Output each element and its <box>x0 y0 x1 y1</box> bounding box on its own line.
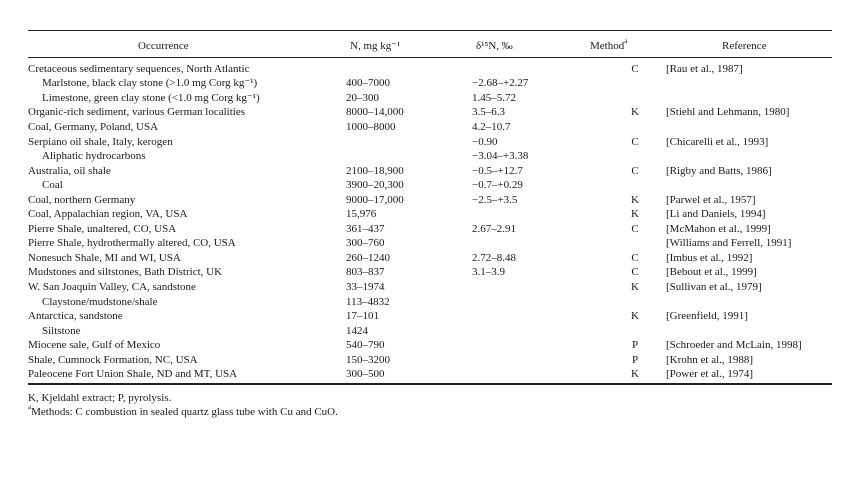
delta15n-cell-text: −3.04–+3.38 <box>472 150 529 163</box>
bottom-rule <box>28 383 832 385</box>
footnote-methods-text: Methods: C combustion in sealed quartz glass tube with Cu and CuO. <box>31 406 338 418</box>
delta15n-cell <box>472 62 604 77</box>
nitrogen-cell-text: 15,976 <box>346 208 377 221</box>
reference-cell <box>666 135 832 150</box>
table-row <box>28 62 832 77</box>
occurrence-cell <box>28 62 346 77</box>
nitrogen-cell <box>346 338 472 353</box>
occurrence-cell <box>28 309 346 324</box>
reference-cell <box>666 164 832 179</box>
delta15n-cell <box>472 324 604 339</box>
nitrogen-cell-text: 8000–14,000 <box>346 106 404 119</box>
occurrence-cell <box>28 178 346 193</box>
occurrence-cell-text: Cretaceous sedimentary sequences, North Atlantic <box>28 62 250 75</box>
delta15n-cell <box>472 77 604 92</box>
occurrence-cell-text: Mudstones and siltstones, Bath District, UK <box>28 266 223 279</box>
table-row <box>28 178 832 193</box>
method-cell <box>604 178 666 193</box>
delta15n-cell <box>472 309 604 324</box>
header-occurrence: Occurrence <box>138 40 189 52</box>
method-cell <box>604 77 666 92</box>
method-cell <box>604 367 666 382</box>
occurrence-cell <box>28 222 346 237</box>
reference-cell-text: [Schroeder and McLain, 1998] <box>666 339 802 352</box>
reference-cell <box>666 309 832 324</box>
header-nitrogen: N, mg kg⁻¹ <box>350 40 401 52</box>
table-body <box>28 62 832 382</box>
reference-cell <box>666 338 832 353</box>
method-cell-text: K <box>631 193 639 206</box>
delta15n-cell-text: 3.1–3.9 <box>472 266 505 279</box>
table-row <box>28 135 832 150</box>
nitrogen-cell <box>346 237 472 252</box>
nitrogen-cell <box>346 324 472 339</box>
nitrogen-cell <box>346 164 472 179</box>
nitrogen-cell-text: 300–500 <box>346 368 385 381</box>
top-rule <box>28 30 832 31</box>
header-method-footnote-mark: a <box>624 37 628 46</box>
occurrence-cell-text: Claystone/mudstone/shale <box>42 295 158 308</box>
nitrogen-cell <box>346 295 472 310</box>
method-cell <box>604 164 666 179</box>
nitrogen-cell <box>346 353 472 368</box>
reference-cell <box>666 367 832 382</box>
table-row <box>28 91 832 106</box>
delta15n-cell-text: −0.5–+12.7 <box>472 164 523 177</box>
delta15n-cell <box>472 120 604 135</box>
occurrence-cell-text: Antarctica, sandstone <box>28 310 123 323</box>
reference-cell-text: [McMahon et al., 1999] <box>666 222 771 235</box>
delta15n-cell <box>472 237 604 252</box>
method-cell-text: K <box>631 208 639 221</box>
nitrogen-cell-text: 400–7000 <box>346 77 390 90</box>
reference-cell <box>666 266 832 281</box>
header-delta15n: δ¹⁵N, ‰ <box>476 40 513 52</box>
method-cell <box>604 280 666 295</box>
occurrence-cell <box>28 77 346 92</box>
reference-cell <box>666 149 832 164</box>
method-cell-text: P <box>631 353 639 366</box>
table-row <box>28 207 832 222</box>
nitrogen-cell <box>346 193 472 208</box>
reference-cell <box>666 222 832 237</box>
method-cell-text: C <box>631 62 639 75</box>
delta15n-cell <box>472 338 604 353</box>
occurrence-cell-text: Pierre Shale, unaltered, CO, USA <box>28 222 177 235</box>
method-cell <box>604 91 666 106</box>
table-row <box>28 324 832 339</box>
delta15n-cell <box>472 106 604 121</box>
nitrogen-cell <box>346 309 472 324</box>
occurrence-cell <box>28 353 346 368</box>
nitrogen-cell-text: 17–101 <box>346 310 379 323</box>
footnote-methods-mark: a <box>28 403 32 412</box>
method-cell-text: C <box>631 135 639 148</box>
delta15n-cell <box>472 266 604 281</box>
nitrogen-cell <box>346 120 472 135</box>
delta15n-cell <box>472 280 604 295</box>
table-row <box>28 120 832 135</box>
occurrence-cell-text: Coal, Appalachian region, VA, USA <box>28 208 188 221</box>
footnote-abbreviations: K, Kjeldahl extract; P, pyrolysis. <box>28 392 172 404</box>
delta15n-cell-text: 1.45–5.72 <box>472 91 516 104</box>
delta15n-cell-text: 3.5–6.3 <box>472 106 505 119</box>
delta15n-cell <box>472 164 604 179</box>
reference-cell-text: [Sullivan et al., 1979] <box>666 280 762 293</box>
reference-cell <box>666 120 832 135</box>
method-cell-text: K <box>631 106 639 119</box>
method-cell-text: C <box>631 164 639 177</box>
reference-cell-text: [Imbus et al., 1992] <box>666 251 753 264</box>
header-rule <box>28 57 832 58</box>
reference-cell-text: [Krohn et al., 1988] <box>666 353 754 366</box>
reference-cell <box>666 207 832 222</box>
method-cell <box>604 251 666 266</box>
delta15n-cell-text: −2.68–+2.27 <box>472 77 529 90</box>
footnote-methods <box>28 403 338 419</box>
occurrence-cell-text: Limestone, green clay stone (<1.0 mg Corg kg⁻¹) <box>42 91 260 104</box>
table-row <box>28 149 832 164</box>
reference-cell-text: [Rigby and Batts, 1986] <box>666 164 772 177</box>
nitrogen-cell <box>346 91 472 106</box>
occurrence-cell-text: Nonesuch Shale, MI and WI, USA <box>28 251 181 264</box>
nitrogen-cell-text: 33–1974 <box>346 280 385 293</box>
delta15n-cell <box>472 353 604 368</box>
method-cell <box>604 309 666 324</box>
method-cell-text: C <box>631 251 639 264</box>
table-row <box>28 309 832 324</box>
table-row <box>28 164 832 179</box>
reference-cell <box>666 178 832 193</box>
table-row <box>28 222 832 237</box>
nitrogen-cell-text: 1424 <box>346 324 368 337</box>
nitrogen-cell <box>346 367 472 382</box>
method-cell <box>604 324 666 339</box>
occurrence-cell-text: Coal <box>42 179 63 192</box>
delta15n-cell <box>472 251 604 266</box>
occurrence-cell-text: Paleocene Fort Union Shale, ND and MT, USA <box>28 368 238 381</box>
method-cell-text: C <box>631 222 639 235</box>
delta15n-cell-text: −0.7–+0.29 <box>472 179 523 192</box>
table-row <box>28 338 832 353</box>
reference-cell <box>666 295 832 310</box>
header-reference: Reference <box>722 40 767 52</box>
reference-cell-text: [Parwel et al., 1957] <box>666 193 756 206</box>
nitrogen-cell <box>346 135 472 150</box>
method-cell <box>604 106 666 121</box>
reference-cell <box>666 353 832 368</box>
nitrogen-cell-text: 361–437 <box>346 222 385 235</box>
delta15n-cell-text: −0.90 <box>472 135 498 148</box>
nitrogen-cell <box>346 207 472 222</box>
occurrence-cell <box>28 324 346 339</box>
method-cell-text: C <box>631 266 639 279</box>
table-row <box>28 367 832 382</box>
reference-cell-text: [Bebout et al., 1999] <box>666 266 757 279</box>
delta15n-cell <box>472 367 604 382</box>
occurrence-cell <box>28 193 346 208</box>
delta15n-cell <box>472 178 604 193</box>
method-cell <box>604 237 666 252</box>
nitrogen-cell <box>346 251 472 266</box>
table-row <box>28 280 832 295</box>
nitrogen-cell-text: 1000–8000 <box>346 120 396 133</box>
reference-cell <box>666 280 832 295</box>
nitrogen-cell-text: 260–1240 <box>346 251 390 264</box>
nitrogen-cell <box>346 77 472 92</box>
nitrogen-cell-text: 9000–17,000 <box>346 193 404 206</box>
reference-cell <box>666 251 832 266</box>
reference-cell-text: [Williams and Ferrell, 1991] <box>666 237 792 250</box>
method-cell <box>604 149 666 164</box>
table-row <box>28 295 832 310</box>
occurrence-cell <box>28 207 346 222</box>
occurrence-cell-text: Australia, oil shale <box>28 164 111 177</box>
method-cell <box>604 193 666 208</box>
occurrence-cell-text: Organic-rich sediment, various German localities <box>28 106 245 119</box>
nitrogen-cell <box>346 62 472 77</box>
reference-cell <box>666 237 832 252</box>
delta15n-cell <box>472 91 604 106</box>
delta15n-cell-text: 2.67–2.91 <box>472 222 516 235</box>
nitrogen-cell-text: 20–300 <box>346 91 379 104</box>
nitrogen-cell-text: 540–790 <box>346 339 385 352</box>
reference-cell-text: [Greenfield, 1991] <box>666 310 748 323</box>
occurrence-cell-text: Shale, Cumnock Formation, NC, USA <box>28 353 198 366</box>
method-cell <box>604 266 666 281</box>
nitrogen-cell-text: 300–760 <box>346 237 385 250</box>
method-cell <box>604 135 666 150</box>
method-cell <box>604 353 666 368</box>
occurrence-cell-text: Aliphatic hydrocarbons <box>42 150 146 163</box>
table-row <box>28 251 832 266</box>
nitrogen-cell <box>346 266 472 281</box>
occurrence-cell-text: Coal, northern Germany <box>28 193 136 206</box>
table-row <box>28 266 832 281</box>
nitrogen-cell <box>346 106 472 121</box>
reference-cell-text: [Power et al., 1974] <box>666 368 754 381</box>
occurrence-cell-text: Siltstone <box>42 324 81 337</box>
nitrogen-cell <box>346 222 472 237</box>
reference-cell <box>666 324 832 339</box>
delta15n-cell <box>472 295 604 310</box>
method-cell <box>604 295 666 310</box>
delta15n-cell <box>472 149 604 164</box>
occurrence-cell-text: W. San Joaquin Valley, CA, sandstone <box>28 280 196 293</box>
table-row <box>28 193 832 208</box>
nitrogen-cell-text: 803–837 <box>346 266 385 279</box>
nitrogen-cell <box>346 178 472 193</box>
reference-cell-text: [Stiehl and Lehmann, 1980] <box>666 106 790 119</box>
method-cell-text: P <box>631 339 639 352</box>
occurrence-cell <box>28 338 346 353</box>
nitrogen-cell <box>346 280 472 295</box>
reference-cell <box>666 91 832 106</box>
occurrence-cell <box>28 120 346 135</box>
table-row <box>28 77 832 92</box>
delta15n-cell <box>472 207 604 222</box>
occurrence-cell <box>28 91 346 106</box>
occurrence-cell-text: Marlstone, black clay stone (>1.0 mg Corg kg⁻¹) <box>42 77 258 90</box>
nitrogen-cell-text: 150–3200 <box>346 353 390 366</box>
delta15n-cell <box>472 193 604 208</box>
header-method <box>590 37 628 53</box>
reference-cell-text: [Li and Daniels, 1994] <box>666 208 766 221</box>
occurrence-cell <box>28 295 346 310</box>
occurrence-cell <box>28 106 346 121</box>
occurrence-cell-text: Coal, Germany, Poland, USA <box>28 120 159 133</box>
method-cell <box>604 62 666 77</box>
nitrogen-cell-text: 3900–20,300 <box>346 179 404 192</box>
occurrence-cell <box>28 251 346 266</box>
method-cell <box>604 207 666 222</box>
delta15n-cell-text: −2.5–+3.5 <box>472 193 518 206</box>
occurrence-cell-text: Pierre Shale, hydrothermally altered, CO, USA <box>28 237 236 250</box>
delta15n-cell <box>472 135 604 150</box>
table-row <box>28 237 832 252</box>
header-method-label: Method <box>590 40 625 52</box>
occurrence-cell <box>28 266 346 281</box>
occurrence-cell <box>28 135 346 150</box>
reference-cell <box>666 77 832 92</box>
occurrence-cell-text: Miocene sale, Gulf of Mexico <box>28 339 161 352</box>
method-cell <box>604 338 666 353</box>
nitrogen-cell-text: 113–4832 <box>346 295 390 308</box>
data-table <box>28 62 832 382</box>
table-row <box>28 353 832 368</box>
delta15n-cell <box>472 222 604 237</box>
occurrence-cell <box>28 367 346 382</box>
delta15n-cell-text: 4.2–10.7 <box>472 120 511 133</box>
occurrence-cell <box>28 164 346 179</box>
method-cell-text: K <box>631 368 639 381</box>
reference-cell <box>666 106 832 121</box>
occurrence-cell <box>28 237 346 252</box>
method-cell <box>604 222 666 237</box>
reference-cell-text: [Chicarelli et al., 1993] <box>666 135 769 148</box>
nitrogen-cell <box>346 149 472 164</box>
occurrence-cell <box>28 149 346 164</box>
reference-cell <box>666 62 832 77</box>
method-cell-text: K <box>631 280 639 293</box>
nitrogen-cell-text: 2100–18,900 <box>346 164 404 177</box>
reference-cell <box>666 193 832 208</box>
method-cell <box>604 120 666 135</box>
occurrence-cell <box>28 280 346 295</box>
reference-cell-text: [Rau et al., 1987] <box>666 62 743 75</box>
method-cell-text: K <box>631 310 639 323</box>
table-row <box>28 106 832 121</box>
delta15n-cell-text: 2.72–8.48 <box>472 251 516 264</box>
occurrence-cell-text: Serpiano oil shale, Italy, kerogen <box>28 135 173 148</box>
